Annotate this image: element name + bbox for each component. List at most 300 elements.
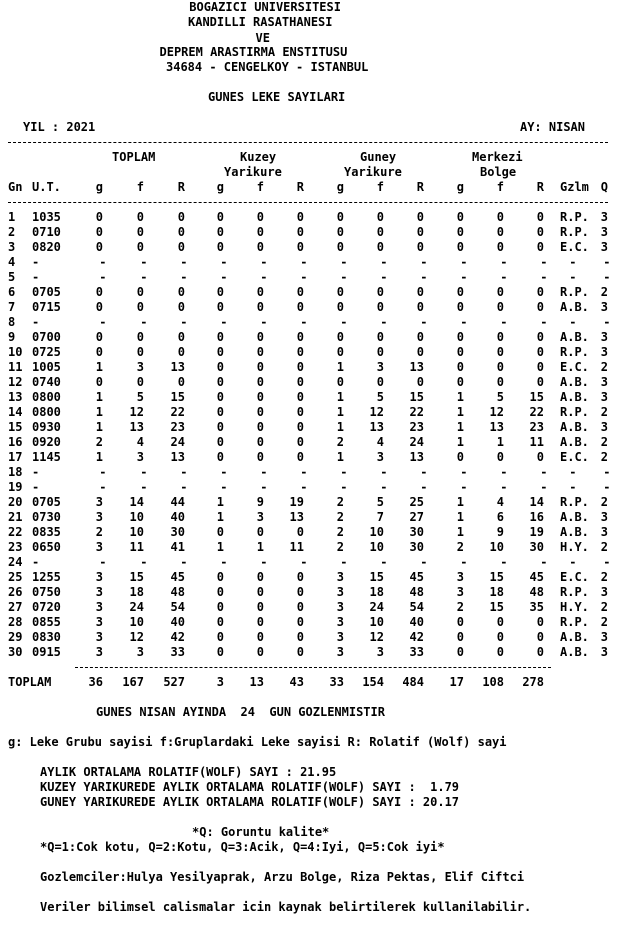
header-line	[0, 45, 617, 60]
table-cell: 0	[216, 405, 224, 419]
table-cell: 0	[256, 405, 264, 419]
table-cell: 18	[129, 585, 144, 599]
table-cell: 0	[216, 210, 224, 224]
table-cell: -	[220, 555, 228, 569]
table-cell: R.P.	[560, 210, 589, 224]
table-cell: -	[300, 255, 308, 269]
table-cell: 0	[496, 450, 504, 464]
table-cell: 3	[336, 585, 344, 599]
table-cell: 0	[296, 525, 304, 539]
table-row	[0, 300, 617, 315]
table-cell: -	[500, 315, 508, 329]
table-cell: 0	[216, 300, 224, 314]
total-cell: 3	[216, 675, 224, 689]
table-cell: 40	[170, 510, 185, 524]
table-cell: -	[420, 270, 428, 284]
table-cell: 2	[336, 525, 344, 539]
table-cell: 1	[95, 360, 103, 374]
table-cell: 2	[600, 360, 608, 374]
table-cell: 10	[369, 525, 384, 539]
table-cell: R.P.	[560, 495, 589, 509]
table-cell: 10	[369, 615, 384, 629]
col-header: R	[416, 180, 424, 194]
table-cell: -	[32, 270, 40, 284]
average-line	[0, 780, 617, 795]
table-cell: 0	[177, 345, 185, 359]
header-text: BOGAZICI UNIVERSITESI	[189, 0, 341, 14]
table-cell: 1	[456, 420, 464, 434]
table-cell: 0	[256, 585, 264, 599]
table-cell: 12	[129, 405, 144, 419]
table-cell: 3	[600, 630, 608, 644]
table-cell: 0	[256, 360, 264, 374]
table-row	[0, 375, 617, 390]
table-cell: 0	[256, 600, 264, 614]
table-cell: 2	[600, 285, 608, 299]
table-cell: 1	[216, 495, 224, 509]
table-cell: -	[569, 270, 577, 284]
table-cell: 3	[8, 240, 16, 254]
table-cell: -	[32, 465, 40, 479]
header-line	[0, 31, 617, 46]
table-cell: 0800	[32, 390, 61, 404]
table-cell: 3	[600, 330, 608, 344]
table-cell: 5	[136, 390, 144, 404]
table-cell: 0	[256, 420, 264, 434]
table-cell: 1	[336, 390, 344, 404]
table-cell: E.C.	[560, 450, 589, 464]
table-cell: 0	[216, 645, 224, 659]
table-cell: 15	[8, 420, 23, 434]
table-cell: A.B.	[560, 525, 589, 539]
table-cell: 0	[216, 630, 224, 644]
table-cell: 3	[336, 615, 344, 629]
table-cell: E.C.	[560, 360, 589, 374]
header-text: VE	[255, 31, 270, 45]
table-cell: 0	[296, 330, 304, 344]
table-cell: -	[380, 480, 388, 494]
table-cell: 0	[376, 225, 384, 239]
table-cell: 3	[600, 510, 608, 524]
table-cell: 0	[216, 600, 224, 614]
table-cell: 3	[136, 360, 144, 374]
table-cell: 3	[600, 525, 608, 539]
table-cell: 17	[8, 450, 23, 464]
total-cell: 36	[88, 675, 103, 689]
table-cell: 19	[529, 525, 544, 539]
table-cell: -	[420, 465, 428, 479]
table-cell: -	[340, 255, 348, 269]
table-cell: 1	[456, 405, 464, 419]
table-row	[0, 435, 617, 450]
table-cell: 0	[496, 240, 504, 254]
table-cell: 30	[409, 540, 424, 554]
table-cell: -	[540, 555, 548, 569]
table-cell: -	[340, 480, 348, 494]
table-cell: 0	[536, 240, 544, 254]
table-cell: 22	[170, 405, 185, 419]
table-cell: 10	[129, 615, 144, 629]
table-cell: 0	[296, 405, 304, 419]
table-cell: -	[460, 270, 468, 284]
table-cell: 45	[529, 570, 544, 584]
table-cell: 48	[409, 585, 424, 599]
table-cell: 16	[8, 435, 23, 449]
table-cell: 0	[95, 345, 103, 359]
table-cell: 3	[600, 645, 608, 659]
table-cell: E.C.	[560, 240, 589, 254]
table-cell: A.B.	[560, 420, 589, 434]
table-cell: 0	[256, 525, 264, 539]
table-cell: 0	[536, 210, 544, 224]
table-cell: 0	[256, 375, 264, 389]
table-cell: 0	[336, 240, 344, 254]
table-cell: -	[569, 480, 577, 494]
table-cell: 0	[536, 645, 544, 659]
table-cell: 5	[376, 390, 384, 404]
header-divider	[8, 202, 608, 203]
table-cell: 0930	[32, 420, 61, 434]
table-cell: 0	[376, 330, 384, 344]
average-line	[0, 765, 617, 780]
table-cell: 0705	[32, 285, 61, 299]
table-cell: 0	[216, 450, 224, 464]
table-cell: 0830	[32, 630, 61, 644]
table-cell: -	[460, 555, 468, 569]
total-cell: 43	[289, 675, 304, 689]
table-cell: -	[260, 255, 268, 269]
table-cell: 2	[600, 495, 608, 509]
col-header: g	[95, 180, 103, 194]
table-cell: 15	[129, 570, 144, 584]
group-header-row	[0, 150, 617, 165]
table-cell: 0	[296, 645, 304, 659]
table-cell: 0	[296, 450, 304, 464]
col-header: g	[336, 180, 344, 194]
table-cell: -	[540, 315, 548, 329]
table-cell: 0	[536, 375, 544, 389]
table-cell: 48	[529, 585, 544, 599]
table-cell: 0	[95, 240, 103, 254]
table-row	[0, 390, 617, 405]
table-cell: 10	[369, 540, 384, 554]
table-cell: 26	[8, 585, 23, 599]
table-cell: 54	[409, 600, 424, 614]
table-cell: 0	[336, 285, 344, 299]
table-cell: 0	[216, 375, 224, 389]
table-cell: 1	[456, 435, 464, 449]
table-cell: 0	[496, 375, 504, 389]
table-cell: H.Y.	[560, 540, 589, 554]
table-cell: 0715	[32, 300, 61, 314]
table-cell: 25	[8, 570, 23, 584]
table-cell: -	[140, 465, 148, 479]
usage-note-text: Veriler bilimsel calismalar icin kaynak belirtilerek kullanilabilir.	[40, 900, 532, 914]
table-cell: 3	[600, 420, 608, 434]
table-cell: 0	[296, 360, 304, 374]
table-cell: -	[99, 315, 107, 329]
table-cell: 0	[136, 210, 144, 224]
table-cell: 54	[170, 600, 185, 614]
table-cell: H.Y.	[560, 600, 589, 614]
table-cell: 19	[289, 495, 304, 509]
header-line	[0, 15, 617, 30]
table-cell: A.B.	[560, 300, 589, 314]
table-cell: 4	[496, 495, 504, 509]
table-cell: 3	[336, 630, 344, 644]
table-cell: -	[300, 270, 308, 284]
table-cell: 7	[8, 300, 16, 314]
report-title: GUNES LEKE SAYILARI	[208, 90, 346, 104]
table-cell: 0	[456, 285, 464, 299]
table-cell: 0	[496, 630, 504, 644]
table-cell: 24	[369, 600, 384, 614]
table-cell: 2	[600, 405, 608, 419]
table-cell: -	[380, 255, 388, 269]
table-cell: 0	[216, 420, 224, 434]
table-cell: 0	[336, 330, 344, 344]
table-cell: -	[460, 255, 468, 269]
table-cell: 0	[256, 210, 264, 224]
table-cell: 0	[536, 630, 544, 644]
table-cell: 2	[8, 225, 16, 239]
total-cell: 108	[482, 675, 504, 689]
table-cell: 10	[8, 345, 23, 359]
table-cell: 2	[336, 495, 344, 509]
table-cell: 3	[95, 615, 103, 629]
col-header: R	[296, 180, 304, 194]
table-cell: 0	[177, 300, 185, 314]
quality-title	[0, 825, 617, 840]
table-cell: 12	[369, 630, 384, 644]
table-cell: 3	[336, 570, 344, 584]
group-header-row-2	[0, 165, 617, 180]
table-cell: -	[220, 315, 228, 329]
table-cell: R.P.	[560, 225, 589, 239]
table-cell: 0	[296, 435, 304, 449]
quality-title-text: *Q: Goruntu kalite*	[192, 825, 330, 839]
table-cell: 0	[376, 210, 384, 224]
table-cell: 3	[95, 495, 103, 509]
table-cell: 0	[536, 330, 544, 344]
table-cell: 5	[376, 495, 384, 509]
table-cell: 3	[95, 645, 103, 659]
table-cell: 29	[8, 630, 23, 644]
table-cell: 16	[529, 510, 544, 524]
table-cell: -	[500, 270, 508, 284]
table-cell: 0	[536, 285, 544, 299]
table-cell: -	[603, 555, 611, 569]
col-header: Gn	[8, 180, 23, 194]
table-cell: 0	[216, 390, 224, 404]
table-row	[0, 495, 617, 510]
table-cell: 3	[376, 450, 384, 464]
table-cell: 15	[489, 600, 504, 614]
table-cell: 10	[129, 510, 144, 524]
table-cell: 3	[600, 300, 608, 314]
table-cell: A.B.	[560, 630, 589, 644]
table-cell: 24	[409, 435, 424, 449]
table-cell: 2	[600, 570, 608, 584]
table-cell: 0	[536, 450, 544, 464]
table-cell: -	[99, 255, 107, 269]
period-row	[0, 120, 617, 135]
table-cell: -	[140, 255, 148, 269]
table-cell: -	[99, 270, 107, 284]
table-cell: 24	[129, 600, 144, 614]
table-cell: 3	[600, 390, 608, 404]
total-cell: 527	[163, 675, 185, 689]
table-cell: A.B.	[560, 390, 589, 404]
table-cell: -	[420, 555, 428, 569]
header-text: DEPREM ARASTIRMA ENSTITUSU	[159, 45, 348, 59]
table-cell: -	[460, 480, 468, 494]
table-cell: 0750	[32, 585, 61, 599]
table-cell: 0	[296, 240, 304, 254]
table-cell: 6	[8, 285, 16, 299]
table-cell: 3	[600, 585, 608, 599]
column-header-row	[0, 180, 617, 195]
table-cell: 0	[456, 300, 464, 314]
table-cell: -	[180, 315, 188, 329]
col-header: U.T.	[32, 180, 61, 194]
table-cell: 3	[95, 510, 103, 524]
table-cell: 4	[136, 435, 144, 449]
table-cell: A.B.	[560, 375, 589, 389]
table-cell: 0	[95, 330, 103, 344]
table-row	[0, 465, 617, 480]
table-cell: 0725	[32, 345, 61, 359]
table-cell: 0	[177, 375, 185, 389]
table-cell: 0	[177, 210, 185, 224]
table-cell: 12	[8, 375, 23, 389]
table-cell: -	[260, 480, 268, 494]
table-cell: -	[540, 255, 548, 269]
table-cell: -	[260, 555, 268, 569]
table-cell: 11	[289, 540, 304, 554]
table-cell: 0	[376, 375, 384, 389]
table-cell: 0	[136, 240, 144, 254]
table-cell: 3	[336, 600, 344, 614]
table-cell: -	[300, 315, 308, 329]
table-cell: 0	[177, 225, 185, 239]
table-cell: A.B.	[560, 435, 589, 449]
table-cell: 3	[456, 585, 464, 599]
table-cell: 0	[256, 240, 264, 254]
table-cell: 0	[496, 360, 504, 374]
legend	[0, 735, 617, 750]
table-cell: 0	[456, 645, 464, 659]
table-cell: -	[340, 555, 348, 569]
table-cell: 25	[409, 495, 424, 509]
table-cell: 0	[456, 360, 464, 374]
table-cell: 1255	[32, 570, 61, 584]
table-cell: 1	[95, 405, 103, 419]
table-cell: 1	[336, 420, 344, 434]
table-cell: 0	[416, 285, 424, 299]
usage-note	[0, 900, 617, 915]
table-cell: 0	[296, 345, 304, 359]
table-cell: -	[540, 465, 548, 479]
table-cell: 0	[216, 285, 224, 299]
table-cell: 0	[376, 285, 384, 299]
table-cell: 0	[296, 615, 304, 629]
table-row	[0, 615, 617, 630]
table-cell: -	[540, 480, 548, 494]
table-cell: 0	[216, 330, 224, 344]
table-cell: 0	[296, 300, 304, 314]
table-cell: -	[500, 255, 508, 269]
table-cell: 1	[336, 405, 344, 419]
table-cell: 1	[456, 390, 464, 404]
table-cell: 0	[296, 375, 304, 389]
col-header: R	[536, 180, 544, 194]
table-cell: 0	[376, 345, 384, 359]
table-cell: 41	[170, 540, 185, 554]
table-cell: 14	[8, 405, 23, 419]
table-cell: 0650	[32, 540, 61, 554]
table-cell: 12	[489, 405, 504, 419]
header-line	[0, 0, 617, 15]
group-kuzey-sub: Yarikure	[224, 165, 282, 179]
col-header: f	[136, 180, 144, 194]
col-header: R	[177, 180, 185, 194]
table-cell: -	[420, 315, 428, 329]
table-cell: -	[32, 255, 40, 269]
table-cell: 0	[136, 345, 144, 359]
table-row	[0, 630, 617, 645]
table-cell: 0915	[32, 645, 61, 659]
page-title	[0, 90, 617, 105]
table-row	[0, 555, 617, 570]
table-cell: 1	[95, 390, 103, 404]
table-cell: 3	[136, 645, 144, 659]
table-cell: 14	[529, 495, 544, 509]
table-row	[0, 570, 617, 585]
table-cell: 0740	[32, 375, 61, 389]
table-cell: -	[569, 465, 577, 479]
table-row	[0, 225, 617, 240]
table-cell: -	[99, 465, 107, 479]
table-cell: 1005	[32, 360, 61, 374]
table-cell: 0	[256, 450, 264, 464]
table-row	[0, 585, 617, 600]
table-cell: 11	[529, 435, 544, 449]
table-cell: 21	[8, 510, 23, 524]
table-cell: -	[220, 270, 228, 284]
table-cell: 0	[336, 210, 344, 224]
table-cell: 0	[296, 600, 304, 614]
table-cell: 18	[369, 585, 384, 599]
group-guney-sub: Yarikure	[344, 165, 402, 179]
table-cell: 8	[8, 315, 16, 329]
table-cell: 0	[536, 300, 544, 314]
table-cell: 0	[416, 300, 424, 314]
table-cell: 0	[136, 330, 144, 344]
table-cell: 2	[456, 540, 464, 554]
table-cell: 0	[136, 225, 144, 239]
quality-scale	[0, 840, 617, 855]
table-cell: 0920	[32, 435, 61, 449]
table-cell: R.P.	[560, 285, 589, 299]
table-cell: -	[603, 315, 611, 329]
table-cell: 2	[600, 540, 608, 554]
average-text: AYLIK ORTALAMA ROLATIF(WOLF) SAYI : 21.95	[40, 765, 337, 779]
table-cell: 22	[409, 405, 424, 419]
table-cell: -	[569, 555, 577, 569]
table-cell: 0	[256, 615, 264, 629]
table-cell: 15	[489, 570, 504, 584]
